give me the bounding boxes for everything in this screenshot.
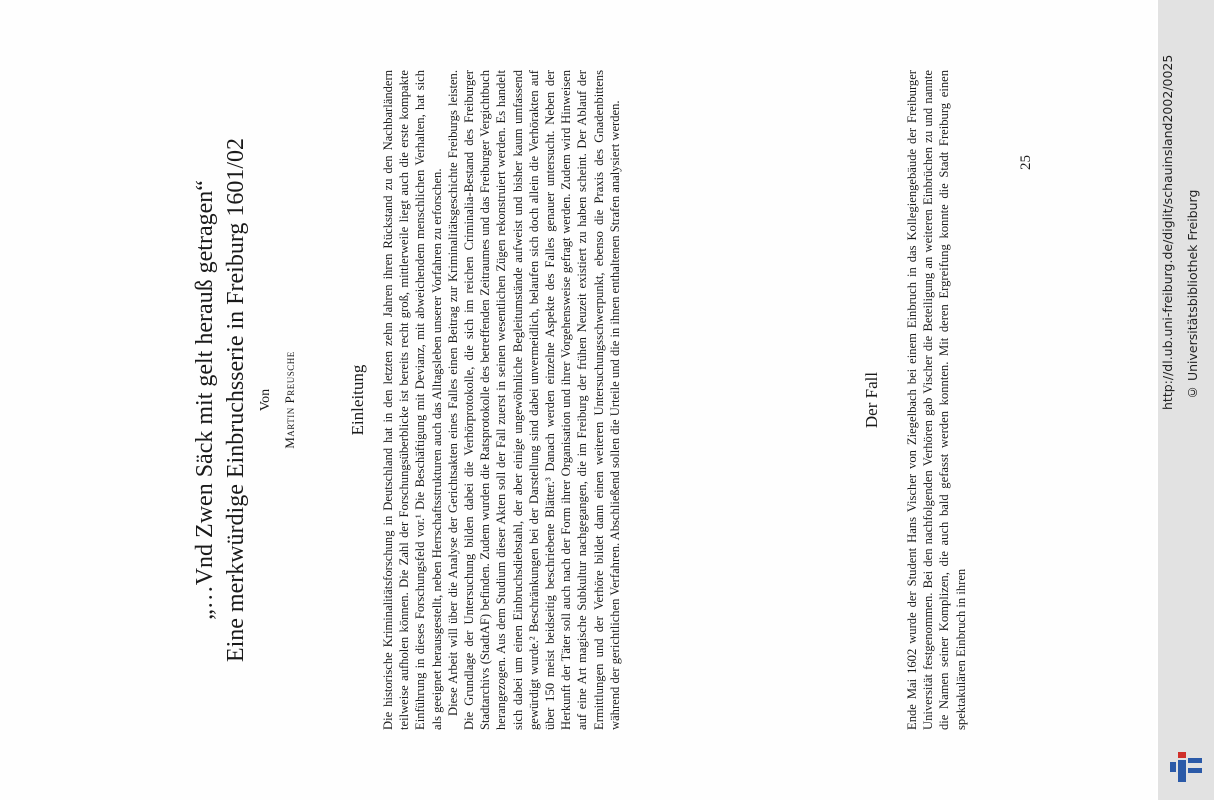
section-heading-der-fall: Der Fall <box>862 371 881 429</box>
paragraph: Diese Arbeit will über die Analyse der Gerichtsakten eines Falles einen Beitrag zur Kriminalitätsgeschichte Freiburgs leisten. Die Grundlage der Untersuchung bilden dabei die Verhörprotokolle, die sich im reichen Criminalia-Bestand des Freiburger Stadtarchivs (StadtAF) befinden. Zudem wurden die Ratsprotokolle des betreffenden Zeitraumes und das Freiburger Vergichtbuch herangezogen. Aus dem Studium dieser Akten soll der Fall zuerst in seinen wesentlichen Zügen rekonstruiert werden. Es handelt sich dabei um einen Einbruchsdiebstahl, der aber einige ungewöhnliche Begleitumstände aufweist und bisher kaum umfassend gewürdigt wurde.² Beschränkungen bei der Darstellung sind dabei unvermeidlich, belaufen sich doch allein die Verhörakten auf über 150 meist beidseitig beschriebene Blätter.³ Danach werden einzelne Aspekte des Falles genauer untersucht. Neben der Herkunft der Täter soll auch nach der Form ihrer Organisation und ihrer Vorgehensweise gefragt werden. Zudem wird Hinweisen auf eine Art magische Subkultur nachgegangen, die im Freiburg der frühen Neuzeit existiert zu haben scheint. Der Ablauf der Ermittlungen und der Verhöre bildet dann einen weiteren Untersuchungsschwerpunkt, ebenso die Praxis des Gnadenbittens während der gerichtlichen Verfahren. Abschließend sollen die Urteile und die in ihnen enthaltenen Strafen analysiert werden. <box>445 70 622 730</box>
author-name: Martin Preusche <box>282 351 297 449</box>
paragraph: Ende Mai 1602 wurde der Student Hans Vischer von Ziegelbach bei einem Einbruch in das Kollegiengebäude der Freiburger Universität festgenommen. Bei den nachfolgenden Verhören gab Vischer die Beteiligung an weiteren Einbrüchen zu und nannte die Namen seiner Komplizen, die auch bald gefasst werden konnten. Mit deren Ergreifung konnte die Stadt Freiburg einen spektakulären Einbruch in ihren <box>905 70 968 730</box>
document-url-link[interactable]: http://dl.ub.uni-freiburg.de/diglit/schauinsland2002/0025 <box>1160 54 1175 410</box>
section-heading-einleitung: Einleitung <box>348 364 367 436</box>
article-title-line-2: Eine merkwürdige Einbruchsserie in Freiburg 1601/02 <box>223 137 249 663</box>
section-der-fall-body <box>904 70 969 730</box>
byline-von: Von <box>258 388 273 412</box>
section-einleitung-body <box>380 70 623 730</box>
copyright-notice: © Universitätsbibliothek Freiburg <box>1185 189 1200 400</box>
library-logo-icon <box>1166 748 1206 784</box>
paragraph: Die historische Kriminalitätsforschung in Deutschland hat in den letzten zehn Jahren ihren Rückstand zu den Nachbarländern teilweise aufholen können. Die Zahl der Forschungsüberblicke ist bereits recht groß, mittlerweile liegt auch die erste kompakte Einführung in dieses Forschungsfeld vor.¹ Die Beschäftigung mit Devianz, mit abweichendem menschlichen Verhalten, hat sich als geeignet herausgestellt, neben Herrschaftsstrukturen auch das Alltagsleben unserer Vorfahren zu erforschen. <box>381 70 444 730</box>
article-title-line-1: „…Vnd Zwen Säck mit gelt herauß getragen“ <box>192 180 218 620</box>
page-number: 25 <box>1018 155 1034 170</box>
